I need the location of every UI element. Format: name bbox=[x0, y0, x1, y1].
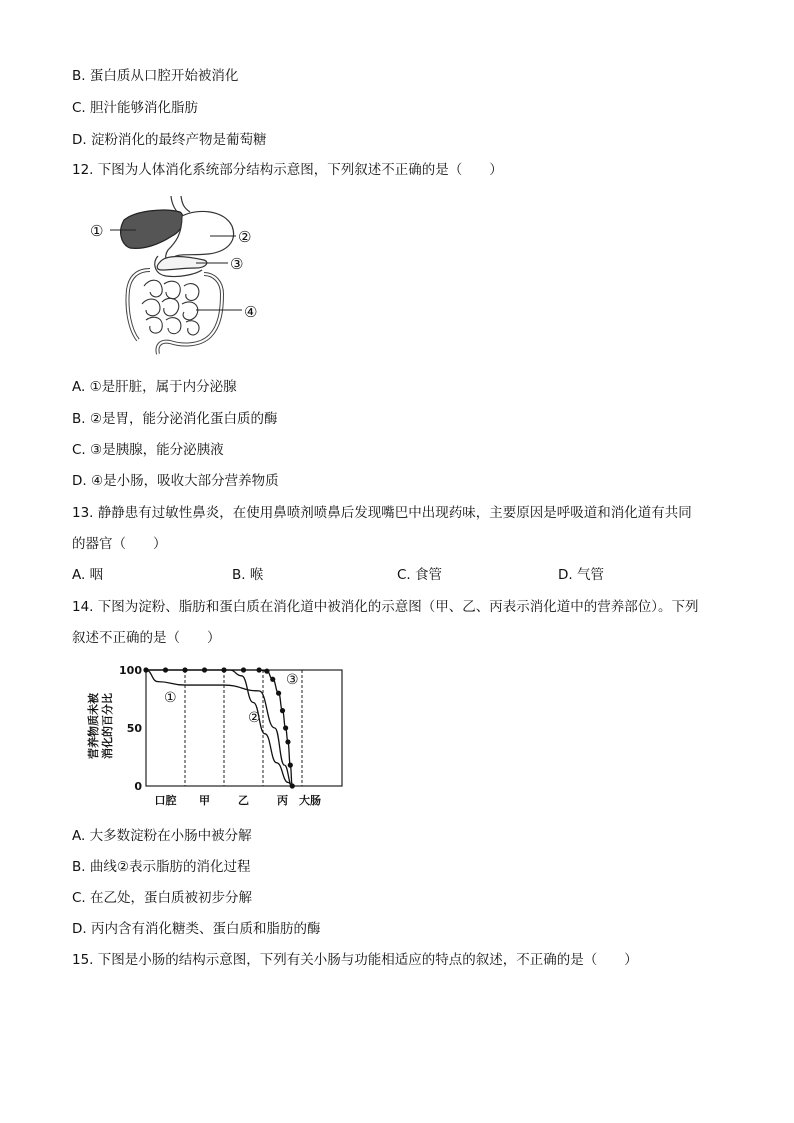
series-marker-3 bbox=[264, 669, 269, 674]
series-label-1: ① bbox=[164, 690, 177, 706]
q11-option-b: B. 蛋白质从口腔开始被消化 bbox=[72, 68, 239, 84]
y-tick-0: 0 bbox=[134, 780, 142, 793]
q12-stem: 12. 下图为人体消化系统部分结构示意图，下列叙述不正确的是（ ） bbox=[72, 162, 503, 178]
q12-option-b: B. ②是胃，能分泌消化蛋白质的酶 bbox=[72, 411, 278, 427]
q11-option-d: D. 淀粉消化的最终产物是葡萄糖 bbox=[72, 132, 267, 148]
q11-option-c: C. 胆汁能够消化脂肪 bbox=[72, 100, 199, 116]
x-tick-label: 口腔 bbox=[154, 794, 177, 807]
q14-stem-line1: 14. 下图为淀粉、脂肪和蛋白质在消化道中被消化的示意图（甲、乙、丙表示消化道中的营养部位）。下列 bbox=[72, 599, 699, 615]
q13-stem-line1: 13. 静静患有过敏性鼻炎，在使用鼻喷剂喷鼻后发现嘴巴中出现药味，主要原因是呼吸道和消化道有共同 bbox=[72, 505, 692, 521]
digestive-organs-illustration bbox=[110, 196, 242, 354]
q13-stem-line2: 的器官（ ） bbox=[72, 536, 167, 552]
q14-option-d: D. 丙内含有消化糖类、蛋白质和脂肪的酶 bbox=[72, 921, 321, 937]
q12-option-a: A. ①是肝脏，属于内分泌腺 bbox=[72, 379, 237, 395]
q14-option-a: A. 大多数淀粉在小肠中被分解 bbox=[72, 828, 252, 844]
small-intestine-coils bbox=[142, 280, 199, 335]
plot-frame bbox=[146, 670, 342, 786]
figure-label-4: ④ bbox=[244, 303, 258, 321]
series-marker-3 bbox=[280, 708, 285, 713]
digestive-system-figure bbox=[86, 190, 276, 360]
series-label-2: ② bbox=[248, 710, 261, 726]
series-marker-3 bbox=[270, 677, 275, 682]
figure-label-2: ② bbox=[238, 228, 252, 246]
series-marker-3 bbox=[276, 691, 281, 696]
series-marker-3 bbox=[202, 667, 207, 672]
series-marker-3 bbox=[283, 725, 288, 730]
series-marker-3 bbox=[221, 667, 226, 672]
q14-option-c: C. 在乙处，蛋白质被初步分解 bbox=[72, 890, 253, 906]
series-marker-3 bbox=[241, 667, 246, 672]
q12-option-c: C. ③是胰腺，能分泌胰液 bbox=[72, 442, 224, 458]
q13-option-b: B. 喉 bbox=[232, 567, 264, 583]
figure-label-3: ③ bbox=[230, 255, 244, 273]
y-axis-title-line1: 营养物质未被 bbox=[87, 693, 100, 759]
x-tick-label: 乙 bbox=[238, 794, 249, 807]
series-line-3 bbox=[146, 670, 292, 786]
series-curves bbox=[146, 670, 292, 786]
series-marker-3 bbox=[285, 739, 290, 744]
large-intestine-shape bbox=[127, 270, 222, 354]
x-tick-label: 大肠 bbox=[299, 794, 321, 807]
q15-stem: 15. 下图是小肠的结构示意图，下列有关小肠与功能相适应的特点的叙述，不正确的是（ ） bbox=[72, 952, 638, 968]
series-marker-3 bbox=[182, 667, 187, 672]
x-tick-label: 丙 bbox=[277, 794, 288, 807]
series-marker-3 bbox=[163, 667, 168, 672]
q13-option-d: D. 气管 bbox=[558, 567, 604, 583]
q14-stem-line2: 叙述不正确的是（ ） bbox=[72, 630, 221, 646]
series-marker-3 bbox=[257, 667, 262, 672]
q12-option-d: D. ④是小肠，吸收大部分营养物质 bbox=[72, 473, 279, 489]
series-line-1 bbox=[146, 670, 292, 786]
y-axis-title-line2: 消化的百分比 bbox=[101, 693, 114, 759]
x-tick-label: 甲 bbox=[199, 794, 210, 807]
q13-option-a: A. 咽 bbox=[72, 567, 104, 583]
figure-label-1: ① bbox=[90, 222, 104, 240]
y-tick-50: 50 bbox=[126, 722, 142, 735]
series-line-2 bbox=[146, 670, 292, 786]
y-axis-title bbox=[86, 692, 114, 759]
series-marker-3 bbox=[288, 763, 293, 768]
q13-option-c: C. 食管 bbox=[397, 567, 443, 583]
series-label-3: ③ bbox=[286, 672, 299, 688]
y-tick-100: 100 bbox=[119, 664, 142, 677]
q14-option-b: B. 曲线②表示脂肪的消化过程 bbox=[72, 859, 251, 875]
series-marker-3 bbox=[143, 667, 148, 672]
digestion-chart bbox=[80, 660, 370, 810]
x-axis-labels bbox=[155, 793, 322, 807]
series-marker-3 bbox=[290, 783, 295, 788]
